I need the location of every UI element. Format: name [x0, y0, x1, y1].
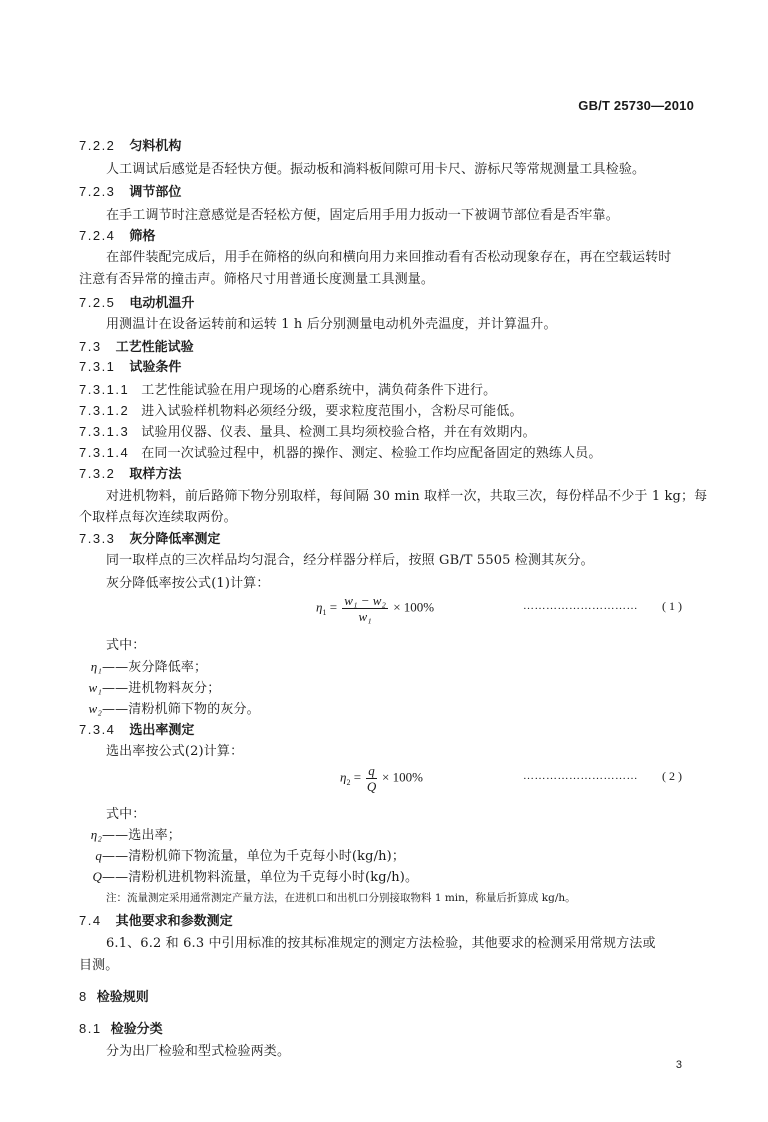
formula-denominator: w₁ [358, 609, 372, 624]
item-text: 在同一次试验过程中，机器的操作、测定、检验工作均应配备固定的熟练人员。 [141, 445, 602, 460]
note-flow-measurement: 注：流量测定采用通常测定产量方法，在进机口和出机口分别接取物料 1 min，称量后折算成 kg/h。 [106, 892, 576, 904]
where-label-2: 式中： [106, 807, 146, 822]
paragraph-7-2-5: 用测温计在设备运转前和运转 1 h 后分别测量电动机外壳温度，并计算温升。 [106, 317, 557, 332]
item-text: 进入试验样机物料必须经分级，要求粒度范围小，含粉尽可能低。 [141, 403, 523, 418]
section-number: 8 [79, 989, 88, 1004]
item-number: 7.3.1.3 [79, 424, 130, 439]
section-title: 试验条件 [129, 359, 182, 374]
heading-7-2-5 [79, 292, 194, 311]
formula-1: $\eta_1$ = $\frac{\text{w₁ − w₂}}{\text{w₁}}$ × 100% [316, 593, 435, 624]
formula-tail: × 100% [382, 769, 423, 785]
heading-7-4 [79, 910, 233, 929]
formula-lhs-subscript: 2 [346, 778, 351, 788]
heading-8 [79, 986, 149, 1005]
formula-fraction [342, 593, 388, 624]
heading-7-3-3 [79, 528, 220, 547]
item-text: 工艺性能试验在用户现场的心磨系统中，满负荷条件下进行。 [141, 382, 497, 397]
paragraph-7-3-4: 选出率按公式(2)计算： [106, 744, 244, 759]
formula-1-number: ( 1 ) [662, 599, 682, 613]
section-title: 其他要求和参数测定 [115, 913, 233, 928]
variable-symbol: η₁ [90, 659, 102, 674]
section-title: 调节部位 [129, 184, 182, 199]
paragraph-7-3-2-line1: 对进机物料，前后路筛下物分别取样，每间隔 30 min 取样一次，共取三次，每份样品不少于 1 kg；每 [106, 489, 708, 504]
section-title: 工艺性能试验 [115, 339, 194, 354]
section-number: 7.2.3 [79, 184, 116, 199]
formula-numerator: q [368, 763, 375, 778]
variable-w2 [72, 698, 260, 717]
formula-1-leader-dots: ………………………… [523, 600, 638, 612]
where-label-1: 式中： [106, 638, 146, 653]
heading-7-3 [79, 336, 194, 355]
page-number: 3 [675, 1059, 682, 1071]
variable-desc: ——进机物料灰分； [102, 681, 221, 696]
variable-desc: ——清粉机筛下物的灰分。 [102, 702, 260, 717]
section-title: 检验分类 [110, 1021, 163, 1036]
section-number: 7.2.5 [79, 295, 116, 310]
paragraph-8-1: 分为出厂检验和型式检验两类。 [106, 1044, 291, 1059]
section-title: 电动机温升 [129, 295, 195, 310]
section-title: 检验规则 [96, 989, 149, 1004]
paragraph-7-3-3-line1: 同一取样点的三次样品均匀混合，经分样器分样后，按照 GB/T 5505 检测其灰分。 [106, 553, 594, 568]
formula-denominator: Q [366, 779, 377, 794]
paragraph-7-4-line2: 目测。 [79, 958, 119, 973]
variable-desc: ——清粉机筛下物流量，单位为千克每小时(kg/h)； [102, 849, 405, 864]
formula-tail: × 100% [393, 599, 435, 615]
paragraph-7-3-2-line2: 个取样点每次连续取两份。 [79, 510, 237, 525]
formula-fraction [366, 763, 377, 794]
heading-7-2-3 [79, 181, 181, 200]
section-title: 匀料机构 [129, 138, 182, 153]
variable-eta1 [72, 656, 207, 675]
item-7-3-1-1 [79, 379, 496, 398]
section-title: 取样方法 [129, 466, 182, 481]
paragraph-7-3-3-line2: 灰分降低率按公式(1)计算： [106, 576, 270, 591]
formula-lhs: η [340, 769, 347, 785]
paragraph-7-2-2: 人工调试后感觉是否轻快方便。振动板和淌料板间隙可用卡尺、游标尺等常规测量工具检验。 [106, 162, 646, 177]
variable-desc: ——清粉机进机物料流量，单位为千克每小时(kg/h)。 [102, 870, 419, 885]
section-number: 7.4 [79, 913, 102, 928]
paragraph-7-2-4-line2: 注意有否异常的撞击声。筛格尺寸用普通长度测量工具测量。 [79, 272, 435, 287]
item-7-3-1-2 [79, 400, 523, 419]
section-number: 7.2.2 [79, 138, 116, 153]
formula-2: $\eta_2$ = $\frac{q}{Q}$ × 100% [340, 763, 423, 794]
formula-lhs-subscript: 1 [322, 608, 327, 618]
item-number: 7.3.1.1 [79, 382, 130, 397]
item-text: 试验用仪器、仪表、量具、检测工具均须校验合格，并在有效期内。 [141, 424, 536, 439]
paragraph-7-2-4-line1: 在部件装配完成后，用手在筛格的纵向和横向用力来回推动看有否松动现象存在，再在空载运转时 [106, 250, 672, 265]
variable-w1 [72, 677, 220, 696]
heading-7-3-4 [79, 719, 194, 738]
variable-eta2 [72, 824, 181, 843]
heading-7-3-2 [79, 463, 181, 482]
heading-8-1 [79, 1018, 163, 1037]
variable-symbol: Q [92, 869, 102, 884]
section-number: 7.3.4 [79, 722, 116, 737]
item-7-3-1-4 [79, 442, 602, 461]
variable-q [72, 845, 405, 864]
section-number: 7.3 [79, 339, 102, 354]
section-title: 筛格 [129, 228, 156, 243]
heading-7-2-2 [79, 135, 181, 154]
section-number: 7.3.2 [79, 466, 116, 481]
section-number: 7.2.4 [79, 228, 116, 243]
paragraph-7-4-line1: 6.1、6.2 和 6.3 中引用标准的按其标准规定的测定方法检验，其他要求的检测采用常规方法或 [106, 936, 656, 951]
standard-number: GB/T 25730—2010 [578, 98, 694, 113]
section-number: 7.3.3 [79, 531, 116, 546]
section-title: 灰分降低率测定 [129, 531, 221, 546]
section-number: 8.1 [79, 1021, 102, 1036]
item-number: 7.3.1.2 [79, 403, 130, 418]
heading-7-2-4 [79, 225, 155, 244]
formula-lhs: η [316, 599, 323, 615]
heading-7-3-1 [79, 356, 181, 375]
formula-2-number: ( 2 ) [662, 769, 682, 783]
paragraph-7-2-3: 在手工调节时注意感觉是否轻松方便，固定后用手用力扳动一下被调节部位看是否牢靠。 [106, 208, 619, 223]
variable-symbol: η₂ [90, 827, 102, 842]
variable-Q [72, 866, 418, 885]
section-title: 选出率测定 [129, 722, 195, 737]
item-number: 7.3.1.4 [79, 445, 130, 460]
section-number: 7.3.1 [79, 359, 116, 374]
variable-desc: ——选出率； [102, 828, 181, 843]
item-7-3-1-3 [79, 421, 536, 440]
formula-numerator: w₁ − w₂ [344, 593, 386, 608]
variable-desc: ——灰分降低率； [102, 660, 208, 675]
variable-symbol: q [95, 848, 102, 863]
variable-symbol: w₁ [88, 680, 102, 695]
variable-symbol: w₂ [88, 701, 102, 716]
formula-2-leader-dots: ………………………… [523, 770, 638, 782]
